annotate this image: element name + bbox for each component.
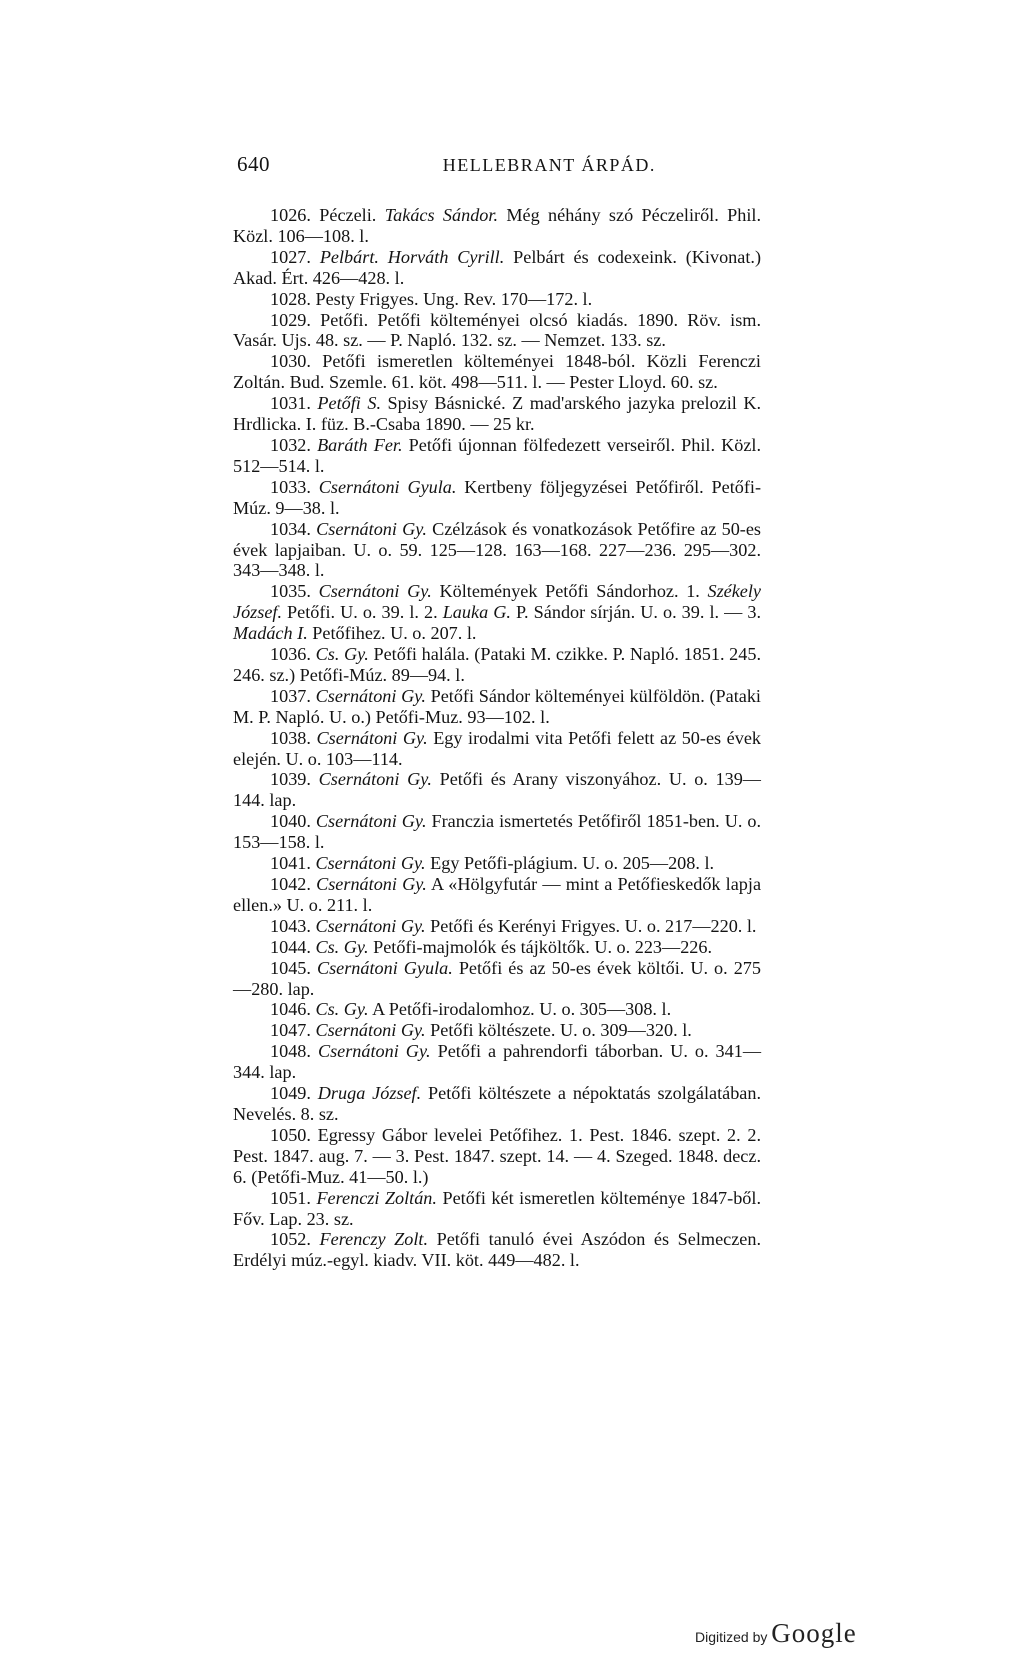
entry-text: Petőfi. Petőfi költeményei olcsó kiadás. 1890. Röv. ism. Vasár. Ujs. 48. sz. — P. Napló. 132. sz. — Nemzet. 133. sz. (233, 309, 761, 351)
entry-text: A Petőfi-irodalomhoz. U. o. 305—308. l. (368, 999, 672, 1020)
bibliography-entry (233, 728, 761, 770)
bibliography-entry (233, 519, 761, 582)
bibliography-entry (233, 310, 761, 352)
entry-author: Petőfi S. (317, 393, 381, 414)
entry-text: Petőfihez. U. o. 207. l. (307, 623, 477, 644)
entry-number: 1034. (270, 518, 311, 539)
bibliography-entry (233, 205, 761, 247)
bibliography-entry (233, 811, 761, 853)
entry-author: Csernátoni Gy. (316, 727, 428, 748)
bibliography-entry (233, 853, 761, 874)
entry-text: Pesty Frigyes. Ung. Rev. 170—172. l. (310, 288, 593, 309)
bibliography-entry (233, 874, 761, 916)
bibliography-entry (233, 1083, 761, 1125)
entry-text: Petőfi és Arany viszonyához. U. o. 139—144. lap. (233, 769, 761, 811)
entry-text: Péczeli. (310, 205, 385, 225)
bibliography-entry (233, 999, 761, 1020)
bibliography-entry (233, 644, 761, 686)
entry-number: 1048. (270, 1041, 311, 1062)
bibliography-entry (233, 1041, 761, 1083)
entry-text (311, 477, 319, 497)
google-logo: Google (771, 1618, 857, 1648)
entry-text: Egy irodalmi vita Petőfi felett az 50-es évek elején. U. o. 103—114. (233, 727, 761, 769)
entry-text: Petőfi a pahrendorfi táborban. U. o. 341—344. lap. (233, 1041, 762, 1083)
entry-text: Petőfi tanuló évei Aszódon és Selmeczen. Erdélyi múz.-egyl. kiadv. VII. köt. 449—482. l. (233, 1229, 761, 1271)
entry-number: 1042. (270, 874, 311, 894)
entry-number: 1050. (270, 1124, 311, 1145)
bibliography-entry (233, 1229, 761, 1271)
entry-text: Petőfi és Kerényi Frigyes. U. o. 217—220. l. (425, 915, 757, 936)
entry-text: Petőfi és az 50-es évek költői. U. o. 275—280. lap. (233, 957, 761, 999)
entry-number: 1044. (270, 936, 311, 957)
bibliography-entry (233, 581, 761, 644)
entry-number: 1040. (270, 811, 311, 832)
entry-text: P. Sándor sírján. U. o. 39. l. — 3. (510, 602, 762, 623)
entry-number: 1039. (270, 769, 311, 790)
digitized-watermark (695, 1618, 857, 1649)
entry-text: A «Hölgyfutár — mint a Petőfieskedők lapja ellen.» U. o. 211. l. (233, 874, 762, 915)
entry-author: Csernátoni Gy. (317, 1041, 431, 1062)
entry-number: 1038. (270, 727, 311, 748)
bibliography-entry (233, 247, 761, 289)
entry-author: Madách I. (233, 623, 308, 644)
entry-text (311, 247, 320, 267)
entry-text (311, 1083, 318, 1103)
entry-number: 1036. (270, 644, 311, 665)
bibliography-list (233, 205, 761, 1271)
entry-text: Czélzások és vonatkozások Petőfire az 50-es évek lapjaiban. U. o. 59. 125—128. 163—168. 227—236. 295—302. 343—348. l. (233, 518, 761, 581)
running-head: HELLEBRANT ÁRPÁD. (442, 155, 656, 175)
entry-text (311, 1229, 320, 1249)
entry-author: Csernátoni Gyula. (316, 957, 453, 978)
entry-text: Egy Petőfi-plágium. U. o. 205—208. l. (425, 853, 715, 874)
entry-author: Baráth Fer. (317, 434, 403, 455)
entry-text: Petőfi újonnan fölfedezett verseiről. Phil. Közl. 512—514. l. (233, 434, 762, 476)
entry-number: 1041. (270, 853, 311, 874)
entry-number: 1033. (270, 476, 311, 497)
entry-author: Druga József. (317, 1083, 422, 1104)
entry-number: 1031. (270, 393, 311, 414)
bibliography-entry (233, 937, 761, 958)
entry-number: 1047. (270, 1020, 311, 1041)
entry-number: 1028. (270, 288, 311, 309)
entry-author: Takács Sándor. (384, 205, 498, 225)
entry-number: 1037. (270, 685, 311, 706)
bibliography-entry (233, 435, 761, 477)
entry-text: Pelbárt és codexeink. (Kivonat.) Akad. Ért. 426—428. l. (233, 246, 761, 288)
entry-text: Petőfi-majmolók és tájköltők. U. o. 223—226. (368, 936, 713, 957)
entry-author: Lauka G. (442, 602, 511, 623)
entry-number: 1045. (270, 957, 311, 978)
entry-author: Cs. Gy. (315, 999, 369, 1020)
entry-author: Csernátoni Gy. (318, 581, 432, 602)
entry-number: 1049. (270, 1083, 311, 1104)
entry-text (311, 769, 319, 789)
page-header (237, 152, 757, 177)
bibliography-entry (233, 769, 761, 811)
entry-author: Ferenczi Zoltán. (316, 1187, 437, 1208)
page-number: 640 (237, 152, 270, 176)
bibliography-entry (233, 1125, 761, 1188)
entry-author: Csernátoni Gy. (315, 853, 426, 874)
entry-text: Petőfi. U. o. 39. l. 2. (282, 602, 443, 623)
entry-text: Költemények Petőfi Sándorhoz. 1. (431, 581, 708, 602)
entry-number: 1043. (270, 915, 311, 936)
entry-text: Petőfi ismeretlen költeményei 1848-ból. Közli Ferenczi Zoltán. Bud. Szemle. 61. köt. 498—511. l. — Pester Lloyd. 60. sz. (233, 351, 761, 393)
entry-number: 1027. (270, 246, 311, 267)
digitized-label: Digitized by (695, 1629, 768, 1645)
entry-author: Csernátoni Gy. (316, 518, 427, 539)
entry-author: Csernátoni Gy. (315, 811, 427, 832)
bibliography-entry (233, 916, 761, 937)
entry-text (311, 581, 319, 601)
entry-text: Kertbeny följegyzései Petőfiről. Petőfi-Múz. 9—38. l. (233, 476, 762, 518)
entry-text: Még néhány szó Péczeliről. Phil. Közl. 106—108. l. (233, 205, 762, 246)
entry-text: Egressy Gábor levelei Petőfihez. 1. Pest. 1846. szept. 2. 2. Pest. 1847. aug. 7. — 3. Pest. 1847. szept. 14. — 4. Szeged. 1848. decz. 6. (Petőfi-Muz. 41—50. l.) (233, 1124, 761, 1187)
entry-text: Petőfi Sándor költeményei külföldön. (Pataki M. P. Napló. U. o.) Petőfi-Muz. 93—102. l. (233, 685, 761, 727)
entry-author: Ferenczy Zolt. (319, 1229, 428, 1250)
bibliography-entry (233, 393, 761, 435)
entry-author: Csernátoni Gy. (315, 915, 426, 936)
entry-author: Csernátoni Gy. (315, 685, 426, 706)
entry-text: Franczia ismertetés Petőfiről 1851-ben. U. o. 153—158. l. (233, 811, 762, 853)
entry-author: Pelbárt. Horváth Cyrill. (319, 246, 505, 267)
entry-author: Cs. Gy. (315, 936, 369, 957)
entry-author: Csernátoni Gy. (318, 769, 432, 790)
entry-number: 1035. (270, 581, 311, 602)
entry-number: 1029. (270, 309, 311, 330)
entry-number: 1030. (270, 351, 311, 372)
entry-text: Petőfi két ismeretlen költeménye 1847-ből. Főv. Lap. 23. sz. (233, 1187, 761, 1229)
bibliography-entry (233, 958, 761, 1000)
entry-text: Spisy Básnické. Z mad'arského jazyka prelozil K. Hrdlicka. I. füz. B.-Csaba 1890. — 25 kr. (233, 393, 762, 435)
entry-author: Csernátoni Gy. (316, 874, 427, 894)
entry-text (311, 1041, 318, 1061)
entry-author: Cs. Gy. (315, 644, 369, 665)
entry-number: 1052. (270, 1229, 311, 1250)
bibliography-entry (233, 351, 761, 393)
entry-number: 1026. (270, 205, 311, 225)
entry-author: Székely József. (233, 581, 761, 623)
entry-author: Csernátoni Gyula. (318, 476, 457, 497)
entry-number: 1051. (270, 1187, 311, 1208)
bibliography-entry (233, 1188, 761, 1230)
bibliography-entry (233, 1020, 761, 1041)
entry-text: Petőfi halála. (Pataki M. czikke. P. Napló. 1851. 245. 246. sz.) Petőfi-Múz. 89—94. l. (233, 644, 761, 685)
entry-text: Petőfi költészete. U. o. 309—320. l. (425, 1020, 692, 1041)
entry-author: Csernátoni Gy. (315, 1020, 426, 1041)
entry-number: 1046. (270, 999, 311, 1020)
entry-text: Petőfi költészete a népoktatás szolgálatában. Nevelés. 8. sz. (233, 1083, 762, 1124)
bibliography-entry (233, 289, 761, 310)
bibliography-entry (233, 686, 761, 728)
bibliography-entry (233, 477, 761, 519)
entry-number: 1032. (270, 434, 311, 455)
